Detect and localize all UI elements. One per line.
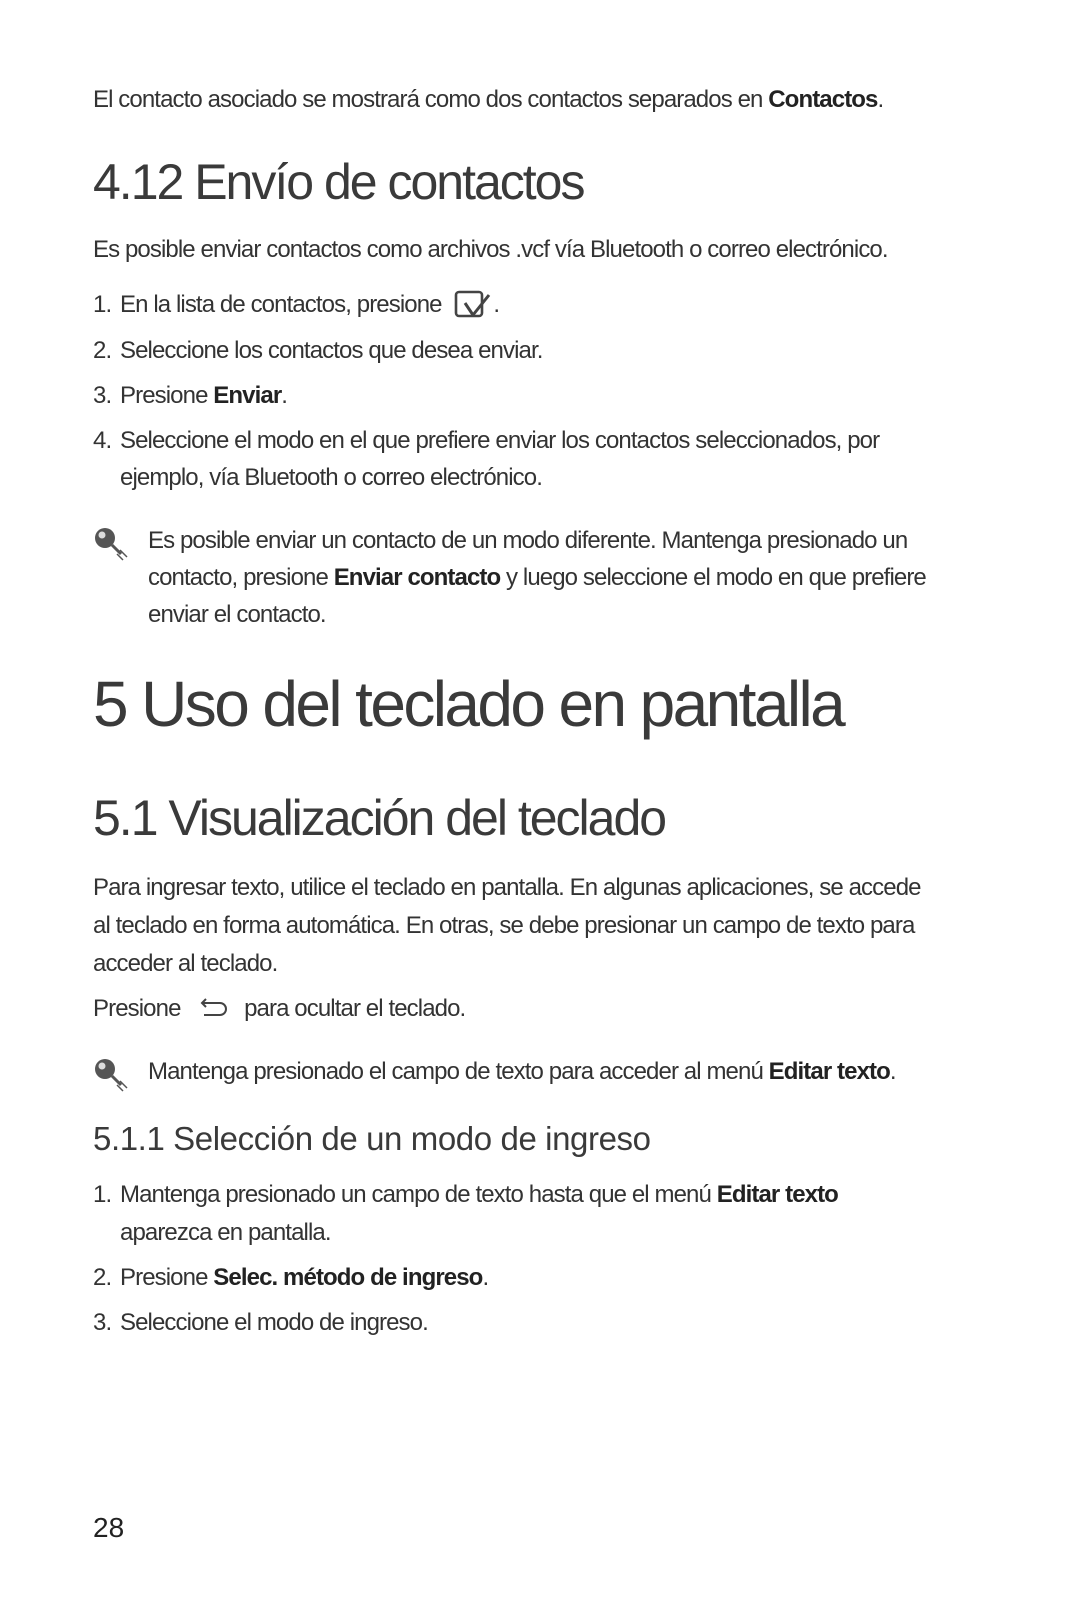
step-1: 1. En la lista de contactos, presione . — [93, 286, 499, 324]
back-arrow-icon — [190, 997, 234, 1023]
sub-step-1-line-1: 1. Mantenga presionado un campo de texto hasta que el menú Editar texto — [93, 1181, 838, 1208]
select-checkbox-icon — [453, 289, 493, 323]
intro-paragraph: El contacto asociado se mostrará como dos contactos separados en Contactos. — [93, 86, 884, 113]
step-3: 3. Presione Enviar. — [93, 382, 288, 409]
section-5-1-para-line-2: al teclado en forma automática. En otras, se debe presionar un campo de texto para — [93, 912, 915, 939]
step-4-line-1: 4. Seleccione el modo en el que prefiere enviar los contactos seleccionados, por — [93, 427, 880, 454]
sub-step-3: 3. Seleccione el modo de ingreso. — [93, 1309, 428, 1336]
section-4-12-heading: 4.12 Envío de contactos — [93, 154, 584, 210]
note-2: Mantenga presionado el campo de texto para acceder al menú Editar texto. — [148, 1058, 896, 1085]
note-hint-icon — [93, 526, 133, 562]
chapter-5-heading: 5 Uso del teclado en pantalla — [93, 668, 844, 740]
sub-step-2: 2. Presione Selec. método de ingreso. — [93, 1264, 489, 1291]
sub-step-1-line-2: aparezca en pantalla. — [120, 1219, 331, 1246]
note-hint-icon — [93, 1057, 133, 1093]
step-4-line-2: ejemplo, vía Bluetooth o correo electrónico. — [120, 464, 542, 491]
section-5-1-para-line-3: acceder al teclado. — [93, 950, 278, 977]
section-5-1-heading: 5.1 Visualización del teclado — [93, 790, 666, 846]
section-5-1-1-heading: 5.1.1 Selección de un modo de ingreso — [93, 1120, 651, 1157]
step-2: 2. Seleccione los contactos que desea enviar. — [93, 337, 543, 364]
note-1-line-3: enviar el contacto. — [148, 601, 326, 628]
section-5-1-para-line-1: Para ingresar texto, utilice el teclado en pantalla. En algunas aplicaciones, se accede — [93, 874, 921, 901]
page-number: 28 — [93, 1512, 125, 1543]
hide-keyboard-line: Presione para ocultar el teclado. — [93, 995, 466, 1022]
note-1-line-2: contacto, presione Enviar contacto y luego seleccione el modo en que prefiere — [148, 564, 926, 591]
section-4-12-description: Es posible enviar contactos como archivos .vcf vía Bluetooth o correo electrónico. — [93, 236, 888, 263]
note-1-line-1: Es posible enviar un contacto de un modo diferente. Mantenga presionado un — [148, 527, 908, 554]
